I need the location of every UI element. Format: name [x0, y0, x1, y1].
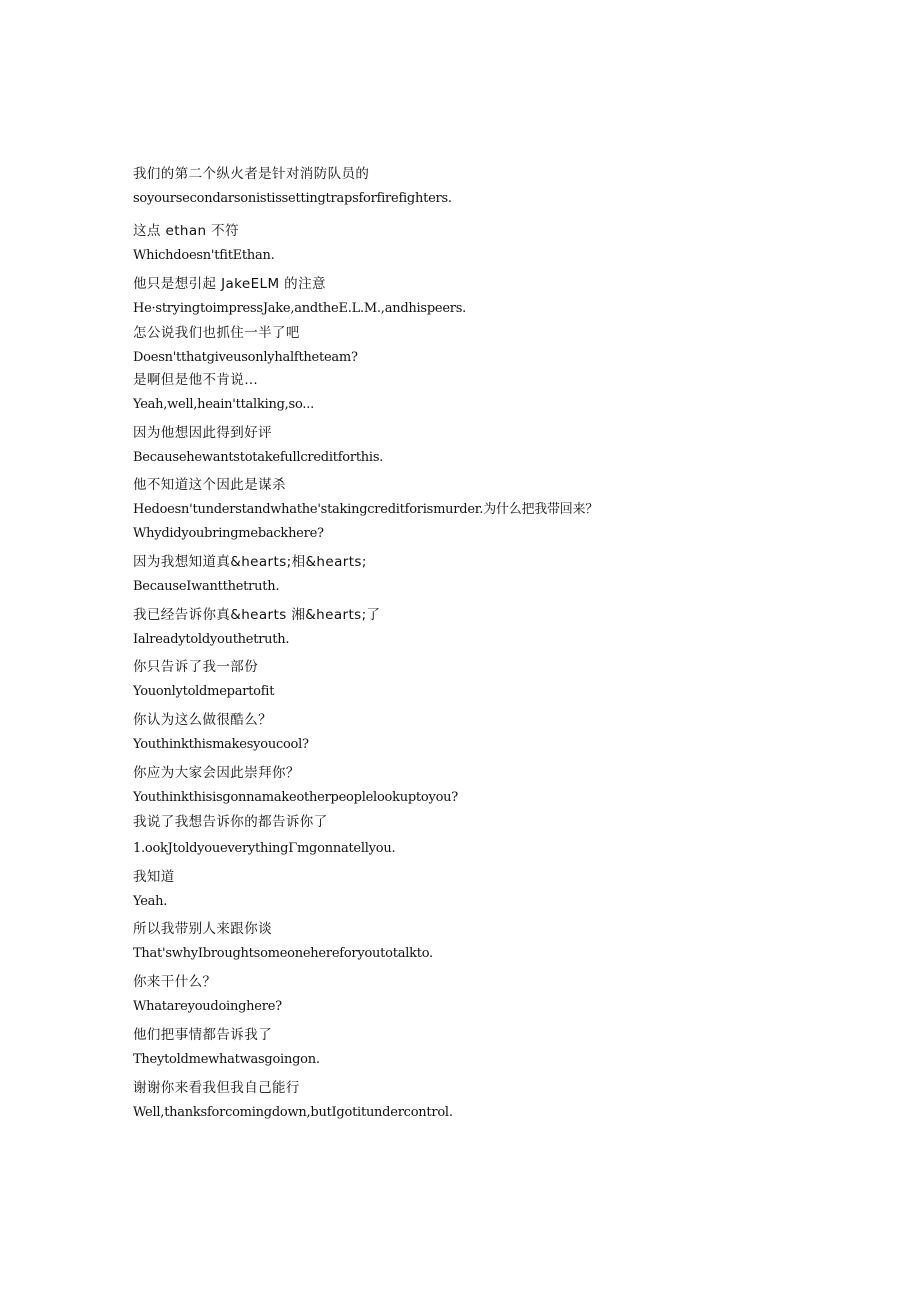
transcript-line-zh: 我说了我想告诉你的都告诉你了: [133, 814, 328, 830]
transcript-line-en: He·stryingtoimpressJake,andtheE.L.M.,andhispeers.: [133, 301, 467, 316]
transcript-line-en: Youonlytoldmepartofit: [133, 684, 275, 699]
transcript-line-en: Whatareyoudoinghere?: [133, 999, 282, 1014]
transcript-line-zh: 他们把事情都告诉我了: [133, 1027, 272, 1043]
transcript-line-en: Whydidyoubringmebackhere?: [133, 526, 324, 541]
transcript-line-zh: 你来干什么？: [133, 974, 217, 990]
transcript-line-zh: 我知道: [133, 869, 175, 885]
transcript-line-en: That'swhyIbroughtsomeonehereforyoutotalkto.: [133, 946, 433, 961]
transcript-line-en: Becausehewantstotakefullcreditforthis.: [133, 450, 384, 465]
transcript-line-zh: 所以我带别人来跟你谈: [133, 921, 272, 937]
transcript-line-en: BecauseIwantthetruth.: [133, 579, 280, 594]
transcript-line-en: Well,thanksforcomingdown,butIgotitundercontrol.: [133, 1105, 453, 1120]
transcript-line-zh: 谢谢你来看我但我自己能行: [133, 1080, 300, 1096]
transcript-line-zh: 这点 ethan 不符: [133, 223, 239, 239]
transcript-line-en: Theytoldmewhatwasgoingon.: [133, 1052, 320, 1067]
transcript-line-en: Ialreadytoldyouthetruth.: [133, 632, 290, 647]
transcript-line-zh: 他只是想引起 JakeELM 的注意: [133, 276, 326, 292]
transcript-line-en: soyoursecondarsonistissettingtrapsforfirefighters.: [133, 191, 452, 206]
transcript-line-zh: 因为他想因此得到好评: [133, 425, 272, 441]
transcript-line-zh: 是啊但是他不肯说…: [133, 372, 259, 388]
transcript-line-zh: 你应为大家会因此崇拜你？: [133, 765, 300, 781]
transcript-line-en: Whichdoesn'tfitEthan.: [133, 248, 275, 263]
transcript-line-zh: 你认为这么做很酷么？: [133, 712, 272, 728]
transcript-line-en: Hedoesn'tunderstandwhathe'stakingcreditforismurder.为什么把我带回来？: [133, 502, 598, 517]
transcript-line-zh: 怎公说我们也抓住一半了吧: [133, 325, 300, 341]
transcript-line-en: Yeah,well,heain'ttalking,so...: [133, 397, 314, 412]
transcript-line-en: Youthinkthismakesyoucool?: [133, 737, 309, 752]
transcript-line-en: 1.ookJtoldyoueverythingΓmgonnatellyou.: [133, 841, 396, 856]
transcript-line-zh: 你只告诉了我一部份: [133, 659, 259, 675]
transcript-line-en: Doesn'tthatgiveusonlyhalftheteam?: [133, 350, 358, 365]
transcript-line-zh: 他不知道这个因此是谋杀: [133, 477, 286, 493]
transcript-line-en: Youthinkthisisgonnamakeotherpeoplelookuptoyou?: [133, 790, 458, 805]
transcript-line-zh: 我已经告诉你真&hearts 湘&hearts;了: [133, 607, 381, 623]
transcript-line-en: Yeah.: [133, 894, 168, 909]
transcript-line-zh: 因为我想知道真&hearts;相&hearts;: [133, 554, 367, 570]
transcript-line-zh: 我们的第二个纵火者是针对消防队员的: [133, 166, 370, 182]
